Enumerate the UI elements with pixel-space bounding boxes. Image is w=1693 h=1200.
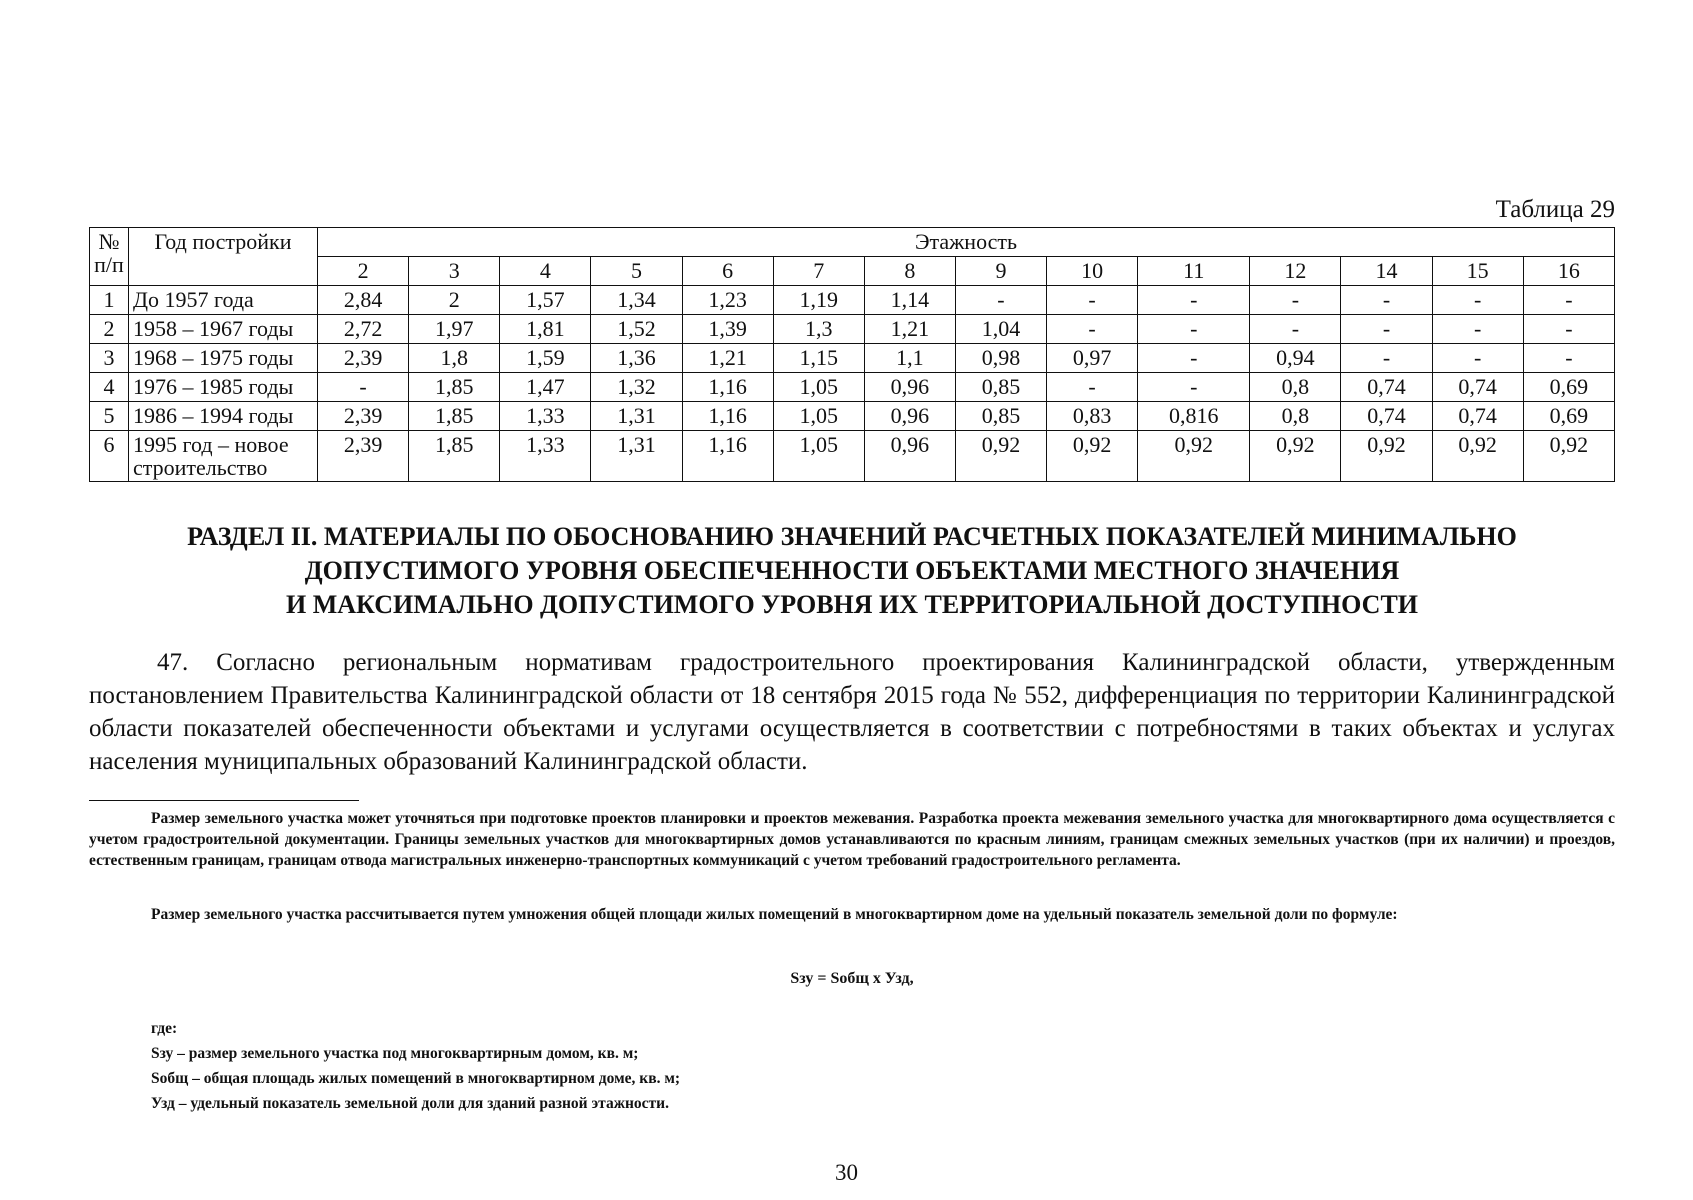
value-cell: - (955, 286, 1046, 315)
row-year-cell: До 1957 года (129, 286, 318, 315)
where-item: Sобщ – общая площадь жилых помещений в многоквартирном доме, кв. м; (151, 1070, 681, 1087)
value-cell: 0,816 (1138, 402, 1250, 431)
value-cell: 2,72 (318, 315, 409, 344)
value-cell: - (1432, 344, 1523, 373)
value-cell: 0,8 (1250, 402, 1341, 431)
table-body (90, 286, 1615, 482)
value-cell: 1,47 (500, 373, 591, 402)
value-cell: 0,92 (1341, 431, 1432, 482)
value-cell: 1,05 (773, 402, 864, 431)
floor-header-cell: 16 (1523, 257, 1614, 286)
table-row (90, 373, 1615, 402)
value-cell: 0,85 (955, 373, 1046, 402)
row-number-cell: 2 (90, 315, 129, 344)
header-year: Год постройки (129, 228, 318, 286)
page-number: 30 (835, 1160, 858, 1185)
value-cell: 1,59 (500, 344, 591, 373)
footnote-paragraph-2: Размер земельного участка рассчитывается путем умножения общей площади жилых помещений в многоквартирном доме на удельный показатель земельной доли по формуле: (151, 906, 1398, 923)
value-cell: - (1138, 315, 1250, 344)
row-number-cell: 1 (90, 286, 129, 315)
table-header-row (90, 228, 1615, 257)
value-cell: - (1523, 286, 1614, 315)
value-cell: 1,81 (500, 315, 591, 344)
value-cell: 1,04 (955, 315, 1046, 344)
section-title (89, 520, 1615, 622)
formula: Sзу = Sобщ х Узд, (790, 970, 914, 987)
value-cell: 0,74 (1432, 402, 1523, 431)
where-item: Узд – удельный показатель земельной доли для зданий разной этажности. (151, 1095, 669, 1112)
value-cell: 0,85 (955, 402, 1046, 431)
value-cell: - (1250, 315, 1341, 344)
value-cell: 0,96 (864, 431, 955, 482)
paragraph-47: 47. Согласно региональным нормативам градостроительного проектирования Калининградской области, утвержденным постановлением Правительства Калининградской области от 18 сентября 2015 года № 552, дифференциация по территории Калининградской области показателей обеспеченности объектами и услугами осуществляется в соответствии с потребностями в таких объектах и услугах населения муниципальных образований Калининградской области. (89, 649, 1615, 775)
value-cell: 1,16 (682, 431, 773, 482)
value-cell: 1,1 (864, 344, 955, 373)
value-cell: 1,16 (682, 402, 773, 431)
value-cell: 1,19 (773, 286, 864, 315)
row-year-cell: 1958 – 1967 годы (129, 315, 318, 344)
value-cell: 1,33 (500, 402, 591, 431)
value-cell: - (1523, 344, 1614, 373)
value-cell: 0,92 (1523, 431, 1614, 482)
section-title-line: И МАКСИМАЛЬНО ДОПУСТИМОГО УРОВНЯ ИХ ТЕРРИТОРИАЛЬНОЙ ДОСТУПНОСТИ (285, 590, 1419, 619)
row-number-cell: 3 (90, 344, 129, 373)
floor-header-cell: 10 (1047, 257, 1138, 286)
value-cell: 0,74 (1341, 402, 1432, 431)
value-cell: - (1341, 315, 1432, 344)
value-cell: 0,92 (955, 431, 1046, 482)
value-cell: 1,16 (682, 373, 773, 402)
floor-header-cell: 8 (864, 257, 955, 286)
floor-header-cell: 12 (1250, 257, 1341, 286)
value-cell: 1,31 (591, 431, 682, 482)
value-cell: - (1432, 315, 1523, 344)
value-cell: - (318, 373, 409, 402)
header-num: № п/п (90, 228, 129, 286)
value-cell: 1,85 (409, 431, 500, 482)
section-title-line: ДОПУСТИМОГО УРОВНЯ ОБЕСПЕЧЕННОСТИ ОБЪЕКТАМИ МЕСТНОГО ЗНАЧЕНИЯ (304, 556, 1400, 585)
value-cell: 0,96 (864, 402, 955, 431)
value-cell: 1,36 (591, 344, 682, 373)
table-row (90, 431, 1615, 482)
value-cell: 1,85 (409, 373, 500, 402)
floor-header-cell: 2 (318, 257, 409, 286)
floor-header-cell: 11 (1138, 257, 1250, 286)
value-cell: 0,92 (1047, 431, 1138, 482)
value-cell: 0,94 (1250, 344, 1341, 373)
value-cell: 0,8 (1250, 373, 1341, 402)
row-number-cell: 4 (90, 373, 129, 402)
value-cell: 1,14 (864, 286, 955, 315)
where-label: где: (151, 1020, 178, 1037)
value-cell: 0,98 (955, 344, 1046, 373)
row-year-cell: 1968 – 1975 годы (129, 344, 318, 373)
floor-header-cell: 15 (1432, 257, 1523, 286)
floor-header-cell: 3 (409, 257, 500, 286)
table-row (90, 286, 1615, 315)
formula-legend (151, 1016, 680, 1116)
floor-header-cell: 7 (773, 257, 864, 286)
floor-header-cell: 14 (1341, 257, 1432, 286)
section-title-line: РАЗДЕЛ II. МАТЕРИАЛЫ ПО ОБОСНОВАНИЮ ЗНАЧЕНИЙ РАСЧЕТНЫХ ПОКАЗАТЕЛЕЙ МИНИМАЛЬНО (187, 522, 1517, 551)
value-cell: 0,96 (864, 373, 955, 402)
value-cell: 0,74 (1432, 373, 1523, 402)
value-cell: 1,57 (500, 286, 591, 315)
where-item: Sзу – размер земельного участка под многоквартирным домом, кв. м; (151, 1045, 639, 1062)
value-cell: 2,84 (318, 286, 409, 315)
table-row (90, 315, 1615, 344)
value-cell: 2,39 (318, 431, 409, 482)
value-cell: - (1523, 315, 1614, 344)
value-cell: 1,39 (682, 315, 773, 344)
floors-header-row (90, 257, 1615, 286)
value-cell: 1,15 (773, 344, 864, 373)
floor-header-cell: 5 (591, 257, 682, 286)
value-cell: 1,85 (409, 402, 500, 431)
value-cell: 1,21 (682, 344, 773, 373)
table-row (90, 344, 1615, 373)
row-year-cell: 1976 – 1985 годы (129, 373, 318, 402)
value-cell: 2,39 (318, 402, 409, 431)
value-cell: 0,69 (1523, 402, 1614, 431)
row-year-cell: 1995 год – новое строительство (129, 431, 318, 482)
value-cell: - (1341, 286, 1432, 315)
value-cell: - (1047, 373, 1138, 402)
footnote-separator (89, 800, 359, 801)
row-year-cell: 1986 – 1994 годы (129, 402, 318, 431)
value-cell: - (1047, 286, 1138, 315)
row-number-cell: 6 (90, 431, 129, 482)
value-cell: 1,31 (591, 402, 682, 431)
value-cell: 0,74 (1341, 373, 1432, 402)
value-cell: - (1138, 373, 1250, 402)
value-cell: - (1138, 344, 1250, 373)
value-cell: 0,69 (1523, 373, 1614, 402)
value-cell: 1,21 (864, 315, 955, 344)
value-cell: 0,83 (1047, 402, 1138, 431)
value-cell: - (1138, 286, 1250, 315)
value-cell: 1,34 (591, 286, 682, 315)
floor-header-cell: 9 (955, 257, 1046, 286)
value-cell: 1,33 (500, 431, 591, 482)
value-cell: 1,05 (773, 373, 864, 402)
value-cell: 1,3 (773, 315, 864, 344)
floor-header-cell: 6 (682, 257, 773, 286)
value-cell: 2,39 (318, 344, 409, 373)
value-cell: - (1341, 344, 1432, 373)
value-cell: 1,8 (409, 344, 500, 373)
value-cell: 1,05 (773, 431, 864, 482)
table-row (90, 402, 1615, 431)
table-caption: Таблица 29 (1495, 196, 1615, 223)
row-number-cell: 5 (90, 402, 129, 431)
value-cell: 0,92 (1250, 431, 1341, 482)
header-floors: Этажность (318, 228, 1615, 257)
value-cell: 1,23 (682, 286, 773, 315)
value-cell: - (1047, 315, 1138, 344)
floor-header-cell: 4 (500, 257, 591, 286)
value-cell: 2 (409, 286, 500, 315)
footnote-paragraph-1: Размер земельного участка может уточняться при подготовке проектов планировки и проектов межевания. Разработка проекта межевания земельного участка для многоквартирного дома осуществляется с учетом градостроительной документации. Границы земельных участков для многоквартирных домов устанавливаются по красным линиям, границам смежных земельных участков (при их наличии) и проездов, естественным границам, границам отвода магистральных инженерно-транспортных коммуникаций с учетом требований градостроительного регламента. (89, 810, 1615, 869)
value-cell: - (1250, 286, 1341, 315)
value-cell: 1,32 (591, 373, 682, 402)
value-cell: 0,92 (1138, 431, 1250, 482)
value-cell: - (1432, 286, 1523, 315)
value-cell: 1,52 (591, 315, 682, 344)
floors-coefficient-table (89, 227, 1615, 482)
value-cell: 0,92 (1432, 431, 1523, 482)
value-cell: 1,97 (409, 315, 500, 344)
value-cell: 0,97 (1047, 344, 1138, 373)
